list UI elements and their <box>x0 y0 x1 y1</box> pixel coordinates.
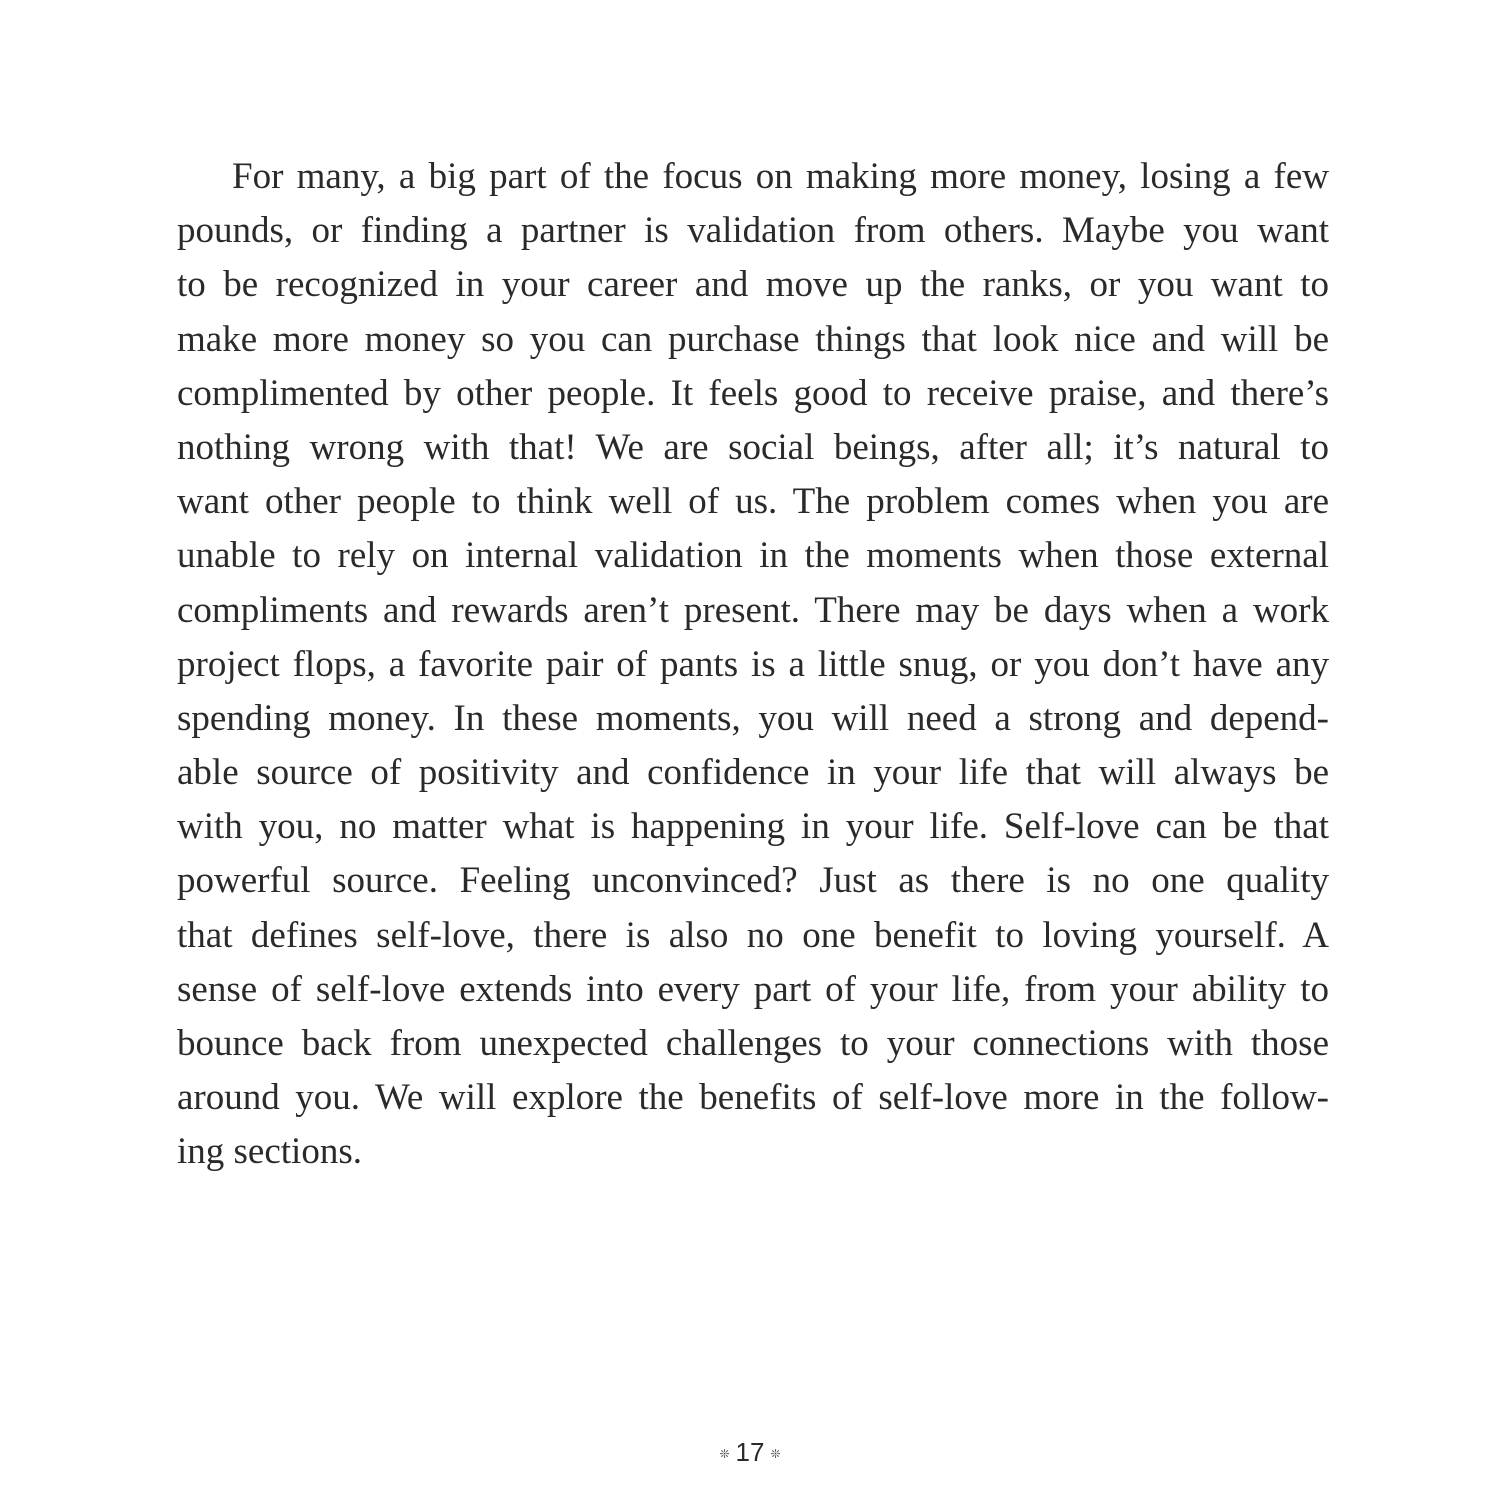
text-line: make more money so you can purchase things that look nice and will be <box>177 318 1329 360</box>
text-line: project flops, a favorite pair of pants is a little snug, or you don’t have any <box>177 643 1329 685</box>
text-line: want other people to think well of us. The problem comes when you are <box>177 481 1329 523</box>
page-footer <box>0 1437 1500 1468</box>
text-line: sense of self-love extends into every part of your life, from your ability to <box>177 968 1329 1010</box>
text-line: that defines self-love, there is also no one benefit to loving yourself. A <box>177 914 1329 956</box>
body-paragraph <box>177 150 1329 1180</box>
text-line: pounds, or finding a partner is validation from others. Maybe you want <box>177 210 1329 252</box>
text-line: to be recognized in your career and move up the ranks, or you want to <box>177 264 1329 306</box>
ornament-icon: ❊ <box>770 1447 781 1462</box>
text-line: unable to rely on internal validation in the moments when those external <box>177 535 1329 577</box>
page-number: 17 <box>735 1437 765 1467</box>
text-line: with you, no matter what is happening in your life. Self-love can be that <box>177 806 1329 848</box>
ornament-icon: ❊ <box>719 1447 730 1462</box>
text-line: nothing wrong with that! We are social beings, after all; it’s natural to <box>177 426 1329 468</box>
text-line: powerful source. Feeling unconvinced? Just as there is no one quality <box>177 860 1329 902</box>
text-line: around you. We will explore the benefits of self-love more in the follow- <box>177 1077 1329 1119</box>
text-line: spending money. In these moments, you will need a strong and depend- <box>177 697 1329 739</box>
text-line: bounce back from unexpected challenges to your connections with those <box>177 1023 1329 1064</box>
text-line: ing sections. <box>177 1131 362 1173</box>
text-line: For many, a big part of the focus on making more money, losing a few <box>232 156 1329 197</box>
text-line: able source of positivity and confidence in your life that will always be <box>177 752 1329 794</box>
text-line: compliments and rewards aren’t present. There may be days when a work <box>177 589 1329 631</box>
text-line: complimented by other people. It feels good to receive praise, and there’s <box>177 372 1329 414</box>
